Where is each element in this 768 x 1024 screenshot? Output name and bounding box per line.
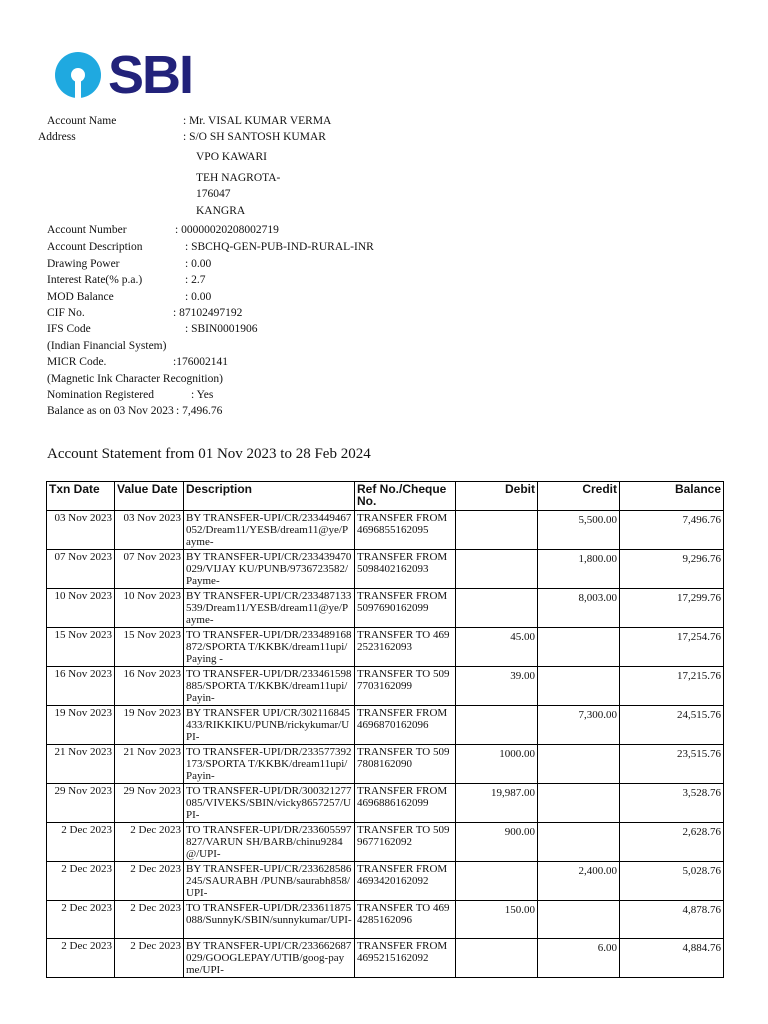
txn-date-cell: 15 Nov 2023 xyxy=(47,628,115,667)
sbi-logo xyxy=(54,45,193,105)
value-date-cell: 03 Nov 2023 xyxy=(115,511,184,550)
account-name-label: Account Name xyxy=(47,115,117,127)
table-row xyxy=(47,667,724,706)
ref-no-cell: TRANSFER TO 5099677162092 xyxy=(355,823,456,862)
credit-cell: 7,300.00 xyxy=(538,706,620,745)
table-row xyxy=(47,550,724,589)
ifs-code-value: : SBIN0001906 xyxy=(185,323,258,335)
debit-cell xyxy=(456,862,538,901)
txn-date-cell: 10 Nov 2023 xyxy=(47,589,115,628)
credit-cell: 5,500.00 xyxy=(538,511,620,550)
value-date-cell: 29 Nov 2023 xyxy=(115,784,184,823)
transactions-table xyxy=(46,481,724,978)
value-date-cell: 2 Dec 2023 xyxy=(115,901,184,939)
value-date-cell: 2 Dec 2023 xyxy=(115,823,184,862)
credit-cell: 8,003.00 xyxy=(538,589,620,628)
balance-cell: 4,878.76 xyxy=(620,901,724,939)
ref-no-cell: TRANSFER TO 4694285162096 xyxy=(355,901,456,939)
ref-no-cell: TRANSFER TO 4692523162093 xyxy=(355,628,456,667)
header-txn-date: Txn Date xyxy=(47,482,115,511)
credit-cell xyxy=(538,667,620,706)
description-cell: BY TRANSFER-UPI/CR/233662687029/GOOGLEPAY/UTIB/goog-payme/UPI- xyxy=(184,939,355,978)
balance-cell: 9,296.76 xyxy=(620,550,724,589)
txn-date-cell: 2 Dec 2023 xyxy=(47,901,115,939)
table-row xyxy=(47,511,724,550)
address-line-2: VPO KAWARI xyxy=(196,151,267,163)
micr-code-label: MICR Code. xyxy=(47,356,107,368)
credit-cell: 6.00 xyxy=(538,939,620,978)
account-number-label: Account Number xyxy=(47,224,127,236)
credit-cell xyxy=(538,784,620,823)
address-line-4: 176047 xyxy=(196,188,231,200)
txn-date-cell: 16 Nov 2023 xyxy=(47,667,115,706)
value-date-cell: 21 Nov 2023 xyxy=(115,745,184,784)
description-cell: TO TRANSFER-UPI/DR/233461598885/SPORTA T/KKBK/dream11upi/Payin- xyxy=(184,667,355,706)
credit-cell: 1,800.00 xyxy=(538,550,620,589)
account-description-label: Account Description xyxy=(47,241,143,253)
mod-balance-value: : 0.00 xyxy=(185,291,212,303)
ref-no-cell: TRANSFER FROM 4695215162092 xyxy=(355,939,456,978)
micr-code-note: (Magnetic Ink Character Recognition) xyxy=(47,373,223,385)
txn-date-cell: 07 Nov 2023 xyxy=(47,550,115,589)
debit-cell: 900.00 xyxy=(456,823,538,862)
txn-date-cell: 2 Dec 2023 xyxy=(47,823,115,862)
header-ref-no: Ref No./Cheque No. xyxy=(355,482,456,511)
nomination-value: : Yes xyxy=(191,389,214,401)
transactions-body xyxy=(47,511,724,978)
debit-cell: 150.00 xyxy=(456,901,538,939)
description-cell: BY TRANSFER-UPI/CR/233449467052/Dream11/YESB/dream11@ye/Payme- xyxy=(184,511,355,550)
table-row xyxy=(47,823,724,862)
debit-cell: 1000.00 xyxy=(456,745,538,784)
header-credit: Credit xyxy=(538,482,620,511)
value-date-cell: 2 Dec 2023 xyxy=(115,862,184,901)
table-row xyxy=(47,706,724,745)
description-cell: BY TRANSFER-UPI/CR/233439470029/VIJAY KU/PUNB/9736723582/Payme- xyxy=(184,550,355,589)
debit-cell xyxy=(456,939,538,978)
debit-cell: 45.00 xyxy=(456,628,538,667)
address-line-3: TEH NAGROTA- xyxy=(196,172,281,184)
nomination-label: Nomination Registered xyxy=(47,389,154,401)
value-date-cell: 19 Nov 2023 xyxy=(115,706,184,745)
drawing-power-value: : 0.00 xyxy=(185,258,212,270)
debit-cell: 19,987.00 xyxy=(456,784,538,823)
debit-cell xyxy=(456,589,538,628)
credit-cell: 2,400.00 xyxy=(538,862,620,901)
ref-no-cell: TRANSFER FROM 5098402162093 xyxy=(355,550,456,589)
balance-cell: 17,299.76 xyxy=(620,589,724,628)
balance-cell: 17,254.76 xyxy=(620,628,724,667)
description-cell: BY TRANSFER-UPI/CR/233628586245/SAURABH /PUNB/saurabh858/UPI- xyxy=(184,862,355,901)
table-row xyxy=(47,862,724,901)
balance-cell: 24,515.76 xyxy=(620,706,724,745)
address-line-5: KANGRA xyxy=(196,205,246,217)
ref-no-cell: TRANSFER FROM 4693420162092 xyxy=(355,862,456,901)
txn-date-cell: 21 Nov 2023 xyxy=(47,745,115,784)
header-value-date: Value Date xyxy=(115,482,184,511)
address-label: Address xyxy=(38,131,76,143)
debit-cell xyxy=(456,706,538,745)
value-date-cell: 10 Nov 2023 xyxy=(115,589,184,628)
description-cell: TO TRANSFER-UPI/DR/233605597827/VARUN SH/BARB/chinu9284@/UPI- xyxy=(184,823,355,862)
txn-date-cell: 2 Dec 2023 xyxy=(47,939,115,978)
debit-cell: 39.00 xyxy=(456,667,538,706)
description-cell: TO TRANSFER-UPI/DR/233577392173/SPORTA T/KKBK/dream11upi/Payin- xyxy=(184,745,355,784)
balance-cell: 7,496.76 xyxy=(620,511,724,550)
ref-no-cell: TRANSFER TO 5097808162090 xyxy=(355,745,456,784)
ifs-code-label: IFS Code xyxy=(47,323,91,335)
statement-title: Account Statement from 01 Nov 2023 to 28 Feb 2024 xyxy=(47,446,371,462)
debit-cell xyxy=(456,511,538,550)
interest-rate-value: : 2.7 xyxy=(185,274,206,286)
ifs-code-note: (Indian Financial System) xyxy=(47,340,167,352)
table-row xyxy=(47,939,724,978)
header-debit: Debit xyxy=(456,482,538,511)
table-row xyxy=(47,589,724,628)
ref-no-cell: TRANSFER FROM 5097690162099 xyxy=(355,589,456,628)
drawing-power-label: Drawing Power xyxy=(47,258,120,270)
table-row xyxy=(47,745,724,784)
interest-rate-label: Interest Rate(% p.a.) xyxy=(47,274,143,286)
debit-cell xyxy=(456,550,538,589)
cif-number-value: : 87102497192 xyxy=(173,307,243,319)
value-date-cell: 16 Nov 2023 xyxy=(115,667,184,706)
value-date-cell: 07 Nov 2023 xyxy=(115,550,184,589)
balance-cell: 3,528.76 xyxy=(620,784,724,823)
header-balance: Balance xyxy=(620,482,724,511)
cif-number-label: CIF No. xyxy=(47,307,85,319)
header-description: Description xyxy=(184,482,355,511)
description-cell: TO TRANSFER-UPI/DR/233489168872/SPORTA T/KKBK/dream11upi/Paying - xyxy=(184,628,355,667)
credit-cell xyxy=(538,628,620,667)
balance-cell: 17,215.76 xyxy=(620,667,724,706)
account-number-value: : 00000020208002719 xyxy=(175,224,279,236)
mod-balance-label: MOD Balance xyxy=(47,291,114,303)
value-date-cell: 2 Dec 2023 xyxy=(115,939,184,978)
table-row xyxy=(47,901,724,939)
ref-no-cell: TRANSFER FROM 4696870162096 xyxy=(355,706,456,745)
ref-no-cell: TRANSFER FROM 4696855162095 xyxy=(355,511,456,550)
description-cell: TO TRANSFER-UPI/DR/300321277085/VIVEKS/SBIN/vicky8657257/UPI- xyxy=(184,784,355,823)
balance-as-on-label: Balance as on 03 Nov 2023 xyxy=(47,405,174,417)
txn-date-cell: 19 Nov 2023 xyxy=(47,706,115,745)
balance-as-on-value: : 7,496.76 xyxy=(176,405,223,417)
description-cell: BY TRANSFER-UPI/CR/233487133539/Dream11/YESB/dream11@ye/Payme- xyxy=(184,589,355,628)
credit-cell xyxy=(538,901,620,939)
account-description-value: : SBCHQ-GEN-PUB-IND-RURAL-INR xyxy=(185,241,374,253)
micr-code-value: :176002141 xyxy=(173,356,228,368)
credit-cell xyxy=(538,823,620,862)
balance-cell: 2,628.76 xyxy=(620,823,724,862)
txn-date-cell: 03 Nov 2023 xyxy=(47,511,115,550)
sbi-keyhole-icon xyxy=(54,51,102,99)
table-header-row xyxy=(47,482,724,511)
credit-cell xyxy=(538,745,620,784)
account-name-value: : Mr. VISAL KUMAR VERMA xyxy=(183,115,332,127)
description-cell: BY TRANSFER UPI/CR/302116845433/RIKKIKU/PUNB/rickykumar/UPI- xyxy=(184,706,355,745)
txn-date-cell: 29 Nov 2023 xyxy=(47,784,115,823)
balance-cell: 23,515.76 xyxy=(620,745,724,784)
description-cell: TO TRANSFER-UPI/DR/233611875088/SunnyK/SBIN/sunnykumar/UPI- xyxy=(184,901,355,939)
balance-cell: 5,028.76 xyxy=(620,862,724,901)
address-line-1: : S/O SH SANTOSH KUMAR xyxy=(183,131,326,143)
ref-no-cell: TRANSFER FROM 4696886162099 xyxy=(355,784,456,823)
balance-cell: 4,884.76 xyxy=(620,939,724,978)
table-row xyxy=(47,628,724,667)
sbi-logo-text: SBI xyxy=(108,45,193,105)
table-row xyxy=(47,784,724,823)
ref-no-cell: TRANSFER TO 5097703162099 xyxy=(355,667,456,706)
txn-date-cell: 2 Dec 2023 xyxy=(47,862,115,901)
value-date-cell: 15 Nov 2023 xyxy=(115,628,184,667)
